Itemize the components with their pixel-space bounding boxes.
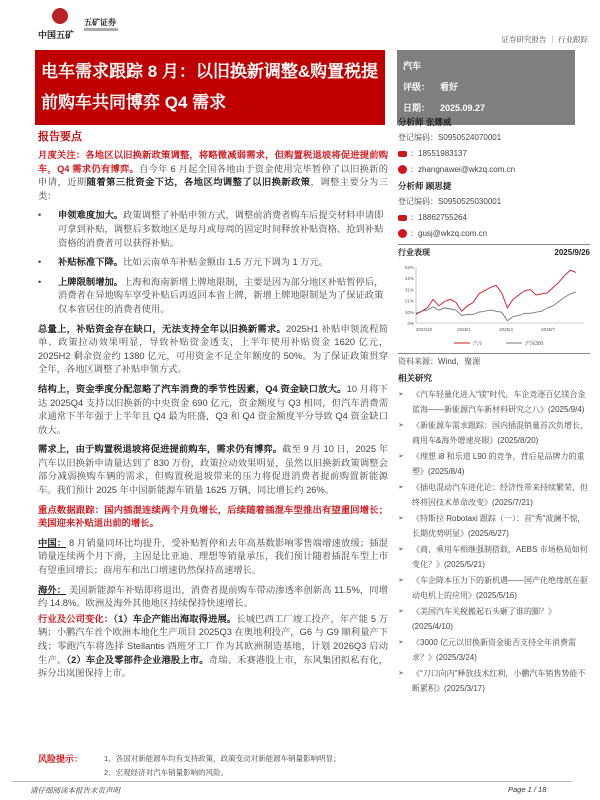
footer-divider	[12, 781, 572, 782]
text: 上海和海南新增上牌地限制，主要是因为部分地区补贴暂停后，消费者在异地购车享受补贴后再返回本省上牌，新增上牌地限制是为了保证政策仅本省居住的消费者使用。	[58, 276, 384, 314]
paragraph-demand	[38, 443, 388, 497]
x-tick-label: 2025/1	[457, 327, 471, 332]
phone-icon	[398, 215, 407, 221]
risk-item: 2、宏观经济对汽车销量影响的风险。	[104, 768, 229, 777]
series-line-hs300	[416, 292, 576, 321]
y-tick-label: 21%	[404, 298, 414, 304]
y-tick-label: 31%	[404, 287, 414, 293]
bold-text: 补贴标准下降。	[58, 257, 124, 268]
bold-text: 随着第三批资金下达，各地区均调整了以旧换新政策	[86, 177, 311, 188]
bold-text: 需求上，由于购置税退坡将促进提前购车，需求仍有博弈。	[38, 444, 283, 455]
sidebar	[398, 114, 590, 698]
analyst-block	[398, 114, 590, 242]
related-research-list	[398, 388, 590, 696]
risk-section	[38, 752, 578, 780]
report-type: 证券研究报告 ｜ 行业跟踪	[501, 35, 588, 44]
text: 10 月将下达 2025Q4 支持以旧换新的中央资金 690 亿元，资金额度与 Q3 相同，但汽车消费需求通常下半年强于上半年且 Q4 最为旺盛，Q3 和 Q4 资金额度平分导致 Q4 资金缺口放大。	[38, 383, 388, 435]
related-research-item[interactable]: ➢ 《插电混动汽车进化论：经济性带来持续繁荣，但终将因技术革命改变》(2025/7/21)	[398, 481, 590, 510]
email-icon	[398, 229, 407, 238]
date-label: 日期：	[403, 103, 431, 113]
rating: 看好	[440, 82, 459, 92]
related-research-item[interactable]: ➢ 《3000 亿元以旧换新资金能否支持全年消费需求？》(2025/3/24)	[398, 636, 590, 665]
page-number: Page 1 / 18	[508, 785, 547, 794]
risk-label: 风险提示：	[38, 754, 84, 764]
report-date: 2025.09.27	[440, 103, 486, 113]
bold-text: 申领难度加大。	[58, 210, 124, 221]
industry: 汽车	[403, 61, 422, 71]
analyst-name: 分析师 张娜威	[398, 117, 452, 127]
text: 2025H1 补贴申领流程简单、政策拉动效果明显，导致补贴资金透支，上半年使用补贴资金 1620 亿元， 2025H2 剩余资金约 1380 亿元，可用资金不足全年额度的 50%。为了保证政策贯穿全年，各地区调整了补贴申领方式。	[38, 323, 388, 375]
related-research-item[interactable]: ➢ 《特斯拉 Robotaxi 跟踪（一）：首“秀”波澜不惊，长期优势明显》(2025/6/27)	[398, 512, 590, 541]
related-research-item[interactable]: ➢ 《美国汽车关税搬起石头砸了谁的脚？》(2025/4/10)	[398, 605, 590, 634]
text: 截至 9 月 10 日，2025 年汽车以旧换新申请量达到了 830 万份，政策拉动效果明显，虽然以旧换新政策调整会部分减弱换购车辆的需求，但购置税退坡带来的压力将促进消费者提前购置新能源车。我们预计 2025 年中国新能源车销量 1625 万辆，同比增长约 26%。	[38, 444, 388, 496]
text: 长城巴西工厂竣工投产，年产能 5 万辆；小鹏汽车首个欧洲本地化生产项目 2025Q3 在奥地利投产，G6 与 G9 顺利量产下线；零跑汽车将选择 Stellantis 西班牙工厂作为其欧洲制造基地，计划 2026Q3 启动生产。	[38, 613, 388, 665]
logo-emblem-icon	[52, 8, 68, 24]
related-research-item[interactable]: ➢ 《汽车轻量化进入“镁”时代，车企竞逐百亿镁合金蓝海——新能源汽车新材料研究之八》(2025/9/4)	[398, 388, 590, 417]
bullet-item	[38, 256, 388, 270]
bullet-item	[38, 276, 388, 317]
chart-date: 2025/9/26	[554, 248, 590, 257]
text: 比如云南单车补贴金额由 1.5 万元下调为 1 万元。	[123, 257, 329, 268]
footer-disclaimer: 请仔细阅读本报告末页声明	[30, 786, 120, 795]
related-research-item[interactable]: ➢ 《车企降本压力下的新机遇——国产化绝缘纸在驱动电机上的应用》(2025/5/16)	[398, 574, 590, 603]
phone-icon	[398, 151, 407, 157]
analyst-email[interactable]: ：gusj@wkzq.com.cn	[410, 229, 488, 238]
text: 自今年 6 月起全国各地由于资金使用完毕暂停了以旧换新的申请，近期	[38, 163, 388, 188]
chart-source: 资料来源：Wind，聚源	[398, 357, 481, 366]
analyst-email[interactable]: ：zhangnawei@wkzq.com.cn	[410, 165, 516, 174]
bold-text: （1）车企产能出海取得进展。	[113, 613, 237, 624]
related-research-item[interactable]: ➢ 《商、乘用车相继强制搭载，AEBS 市场格局如何变化？》(2025/5/21)	[398, 543, 590, 572]
chart-title: 行业表现	[398, 248, 430, 257]
highlight: 行业及公司变化：	[38, 613, 114, 624]
main-content	[38, 130, 388, 681]
chart-header	[398, 245, 590, 261]
series-line-auto	[416, 270, 576, 314]
section-heading: 报告要点	[38, 131, 82, 143]
risk-item: 1、各国对新能源车均有支持政策，政策变动对新能源车销量影响明显；	[104, 754, 341, 763]
paragraph-industry	[38, 613, 388, 681]
analyst-name: 分析师 顾思捷	[398, 181, 452, 191]
related-research-item[interactable]: ➢ 《新能源车需求跟踪：国内插混销量首次负增长，商用车&海外增速亮眼》(2025/8/20)	[398, 419, 590, 448]
y-tick-label: 10%	[404, 309, 414, 315]
paragraph-overseas	[38, 584, 388, 611]
analyst-phone: ：18551983137	[410, 149, 467, 158]
paragraph-total	[38, 323, 388, 377]
brand-name: 五矿证券	[84, 18, 116, 27]
y-tick-label: 0%	[407, 321, 414, 326]
data-tracking-highlight: 重点数据跟踪：国内插混连续两个月负增长，后续随着插混车型推出有望重回增长；美国迎来补贴退出前的增长。	[38, 504, 388, 529]
y-tick-label: 52%	[404, 265, 414, 270]
text: ，调整主要分为三类：	[38, 177, 388, 201]
text: 8 月销量同环比均提升，受补贴暂停和去年高基数影响零售端增速放缓；插混销量连续两个月下滑，主因是比亚迪、理想等销量承压，我们预计随着插混车型上市有望重回增长；商用车和出口增速仍然保持高速增长。	[38, 537, 388, 576]
text: 奇瑞、禾赛港股上市，东风集团拟私有化，拆分出岚图保持上市。	[38, 654, 388, 679]
analyst-reg: 登记编码：S0950524070001	[398, 133, 502, 142]
paragraph-china	[38, 537, 388, 578]
related-research-item[interactable]: ➢ 《“刀口向内”释放技术红利，小鹏汽车销售势能不断累积》(2025/3/17)	[398, 667, 590, 696]
overseas-label: 海外：	[38, 584, 67, 595]
related-research-heading: 相关研究	[398, 373, 433, 383]
x-tick-label: 2025/4	[499, 327, 513, 332]
legend-label: 沪深300	[525, 341, 544, 347]
bold-text: 总量上，补贴资金存在缺口，无法支持全年以旧换新需求。	[38, 323, 287, 334]
legend-label: 汽车	[473, 341, 484, 347]
text: 政策调整了补贴申领方式，调整前消费者购车后提交材料申请即可拿到补贴，调整后多数地区是每月或每周的固定时间释放补贴资格、抢到补贴资格的消费者可以获得补贴。	[58, 210, 384, 248]
text: 美国新能源车补贴即将退出，消费者提前购车带动渗透率创新高 11.5%，同增约 14.8%。欧洲及海外其他地区持续保持快速增长。	[38, 584, 388, 609]
industry-performance-chart	[398, 261, 590, 351]
email-icon	[398, 165, 407, 174]
bold-text: 上牌限制增加。	[58, 276, 124, 287]
bold-text: 结构上，资金季度分配忽略了汽车消费的季节性因素，Q4 资金缺口放大。	[38, 383, 347, 394]
logo-text: 中国五矿	[38, 30, 75, 40]
x-tick-label: 2024/10	[415, 327, 433, 332]
analyst-phone: ：18862755264	[410, 213, 467, 222]
company-logo	[38, 8, 118, 38]
report-title: 电车需求跟踪 8 月：以旧换新调整&购置税提前购车共同博弈 Q4 需求	[35, 50, 385, 125]
x-tick-label: 2025/7	[541, 327, 555, 332]
related-research-item[interactable]: ➢ 《理想 i8 和乐道 L90 的竞争，背后是品牌力的重塑》(2025/8/4)	[398, 450, 590, 479]
china-label: 中国：	[38, 537, 67, 548]
bullet-item	[38, 209, 388, 250]
bold-text: （2）车企及零部件企业港股上市。	[66, 654, 209, 665]
y-tick-label: 42%	[404, 276, 414, 282]
paragraph-monthly	[38, 149, 388, 203]
rating-label: 评级：	[403, 82, 431, 92]
analyst-reg: 登记编码：S0950525030001	[398, 197, 502, 206]
brand-subtitle	[84, 28, 118, 31]
paragraph-structure	[38, 383, 388, 437]
highlight: 月度关注：各地区以旧换新政策调整，将略微减弱需求，但购置税退坡将促进提前购车，Q4 需求仍有博弈。	[38, 150, 388, 174]
